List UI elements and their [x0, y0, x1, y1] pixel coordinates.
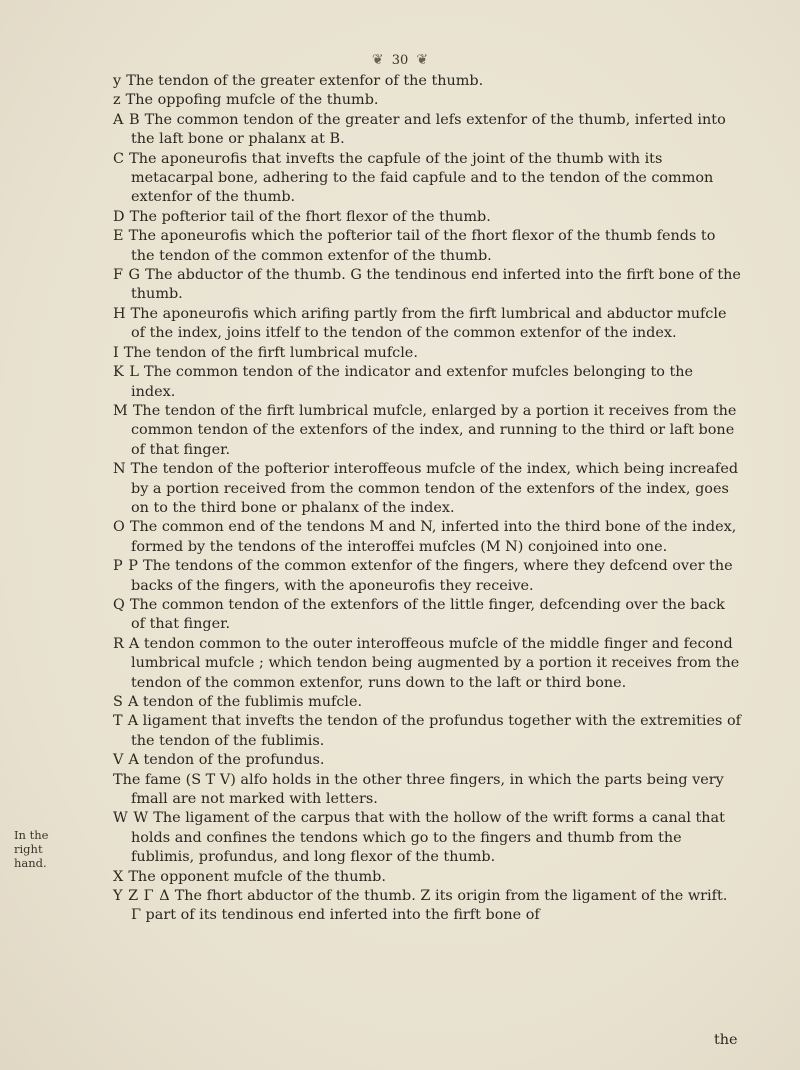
- entry-text: The common end of the tendons M and N, inferted into the third bone of the index, formed by the tendons of the interoffei mufcles (M N) conjoined into one.: [129, 519, 737, 555]
- entry-text: The oppofing mufcle of the thumb.: [125, 92, 379, 109]
- entry-text: The pofterior tail of the fhort flexor of the thumb.: [129, 208, 491, 225]
- entry-text: The tendon of the firft lumbrical mufcle, enlarged by a portion it receives from the common tendon of the extenfors of the index, and running to the third or laft bone of that finger.: [131, 402, 737, 458]
- entry-key: S: [113, 694, 124, 710]
- entry-text: A tendon common to the outer interoffeous mufcle of the middle finger and fecond lumbrical mufcle ; which tendon being augmented by a portion it receives from the tendon of the common extenfor, runs down to the laft or third bone.: [128, 635, 740, 691]
- entry-key: Q: [113, 596, 126, 613]
- entry-text: The common tendon of the indicator and extenfor mufcles belonging to the index.: [131, 364, 694, 400]
- legend-entry: [113, 635, 741, 693]
- entry-text: A tendon of the fublimis mufcle.: [127, 694, 363, 710]
- entry-key: z: [113, 92, 122, 109]
- entry-text: The abductor of the thumb. G the tendinous end inferted into the firft bone of the thumb.: [131, 267, 741, 303]
- legend-entry: [113, 771, 741, 810]
- entry-text: A ligament that invefts the tendon of the profundus together with the extremities of the tendon of the fublimis.: [127, 713, 741, 749]
- legend-entry: [113, 266, 741, 305]
- entry-key: P P: [113, 558, 139, 575]
- legend-entry: [113, 596, 741, 635]
- entry-key: T: [113, 713, 124, 730]
- left-ornament-icon: ❦: [371, 52, 384, 68]
- legend-entry: [113, 91, 741, 110]
- legend-entry: [113, 693, 741, 712]
- entry-key: F G: [113, 267, 141, 284]
- entry-key: y: [113, 73, 122, 89]
- legend-entry: [113, 150, 741, 208]
- entry-text: The fhort abductor of the thumb. Z its origin from the ligament of the wrift. Γ part of its tendinous end inferted into the firft bone of: [131, 888, 728, 924]
- entry-text: The ligament of the carpus that with the hollow of the wrift forms a canal that holds and confines the tendons which go to the fingers and thumb from the fublimis, profundus, and long flexor of the thumb.: [131, 810, 725, 866]
- margin-note-line: right: [14, 842, 43, 856]
- entry-text: The aponeurofis which the pofterior tail of the fhort flexor of the thumb fends to the tendon of the common extenfor of the thumb.: [128, 228, 716, 264]
- legend-entry: [113, 111, 741, 150]
- legend-entry: [113, 518, 741, 557]
- entry-key: E: [113, 228, 125, 245]
- margin-note-line: In the: [14, 828, 49, 842]
- legend-entry: [113, 208, 741, 227]
- entry-text: The aponeurofis that invefts the capfule of the joint of the thumb with its metacarpal bone, adhering to the faid capfule and to the tendon of the common extenfor of the thumb.: [129, 150, 714, 206]
- entry-key: V: [113, 752, 124, 769]
- legend-entry: [113, 305, 741, 344]
- legend-entry: [113, 868, 741, 887]
- entry-text: The aponeurofis which arifing partly from the firft lumbrical and abductor mufcle of the index, joins itfelf to the tendon of the common extenfor of the index.: [130, 305, 727, 342]
- entry-text: The common tendon of the extenfors of the little finger, defcending over the back of that finger.: [129, 596, 725, 633]
- right-ornament-icon: ❦: [416, 52, 429, 68]
- entry-key: A B: [113, 111, 141, 128]
- entry-text: The tendon of the firft lumbrical mufcle.: [123, 344, 418, 361]
- legend-entry: [113, 344, 741, 363]
- legend-body: [113, 72, 741, 926]
- legend-entry: [113, 809, 741, 867]
- legend-entry: [113, 887, 741, 926]
- legend-entry: [113, 402, 741, 460]
- page-header: [0, 52, 800, 68]
- entry-text: The tendons of the common extenfor of the fingers, where they defcend over the backs of the fingers, with the aponeurofis they receive.: [131, 558, 733, 594]
- entry-key: X: [113, 868, 124, 885]
- legend-entry: [113, 227, 741, 266]
- page-number: 30: [391, 53, 409, 68]
- margin-note-line: hand.: [14, 856, 47, 870]
- entry-key: Y Z Γ Δ: [113, 888, 171, 905]
- entry-key: C: [113, 150, 125, 167]
- entry-key: I: [113, 344, 120, 361]
- legend-entry: [113, 363, 741, 402]
- entry-key: W W: [113, 810, 149, 827]
- entry-key: H: [113, 305, 127, 322]
- legend-entry: [113, 460, 741, 518]
- entry-key: N: [113, 461, 127, 478]
- entry-text: The fame (S T V) alfo holds in the other three fingers, in which the parts being very fmall are not marked with letters.: [113, 771, 724, 808]
- catchword: the: [714, 1032, 738, 1048]
- entry-key: M: [113, 402, 129, 419]
- entry-text: The common tendon of the greater and lefs extenfor of the thumb, inferted into the laft bone or phalanx at B.: [131, 111, 726, 148]
- entry-key: O: [113, 519, 126, 536]
- entry-text: The opponent mufcle of the thumb.: [128, 868, 386, 885]
- margin-note: [14, 828, 74, 870]
- entry-text: The tendon of the greater extenfor of the thumb.: [126, 73, 484, 89]
- legend-entry: [113, 712, 741, 751]
- entry-key: R: [113, 635, 125, 652]
- entry-key: K L: [113, 364, 140, 381]
- legend-entry: [113, 751, 741, 770]
- entry-text: The tendon of the pofterior interoffeous mufcle of the index, which being increafed by a portion received from the common tendon of the extenfors of the index, goes on to the third bone or phalanx of the index.: [130, 461, 739, 516]
- entry-text: A tendon of the profundus.: [128, 752, 325, 769]
- legend-entry: [113, 72, 741, 91]
- entry-key: D: [113, 208, 126, 225]
- legend-entry: [113, 557, 741, 596]
